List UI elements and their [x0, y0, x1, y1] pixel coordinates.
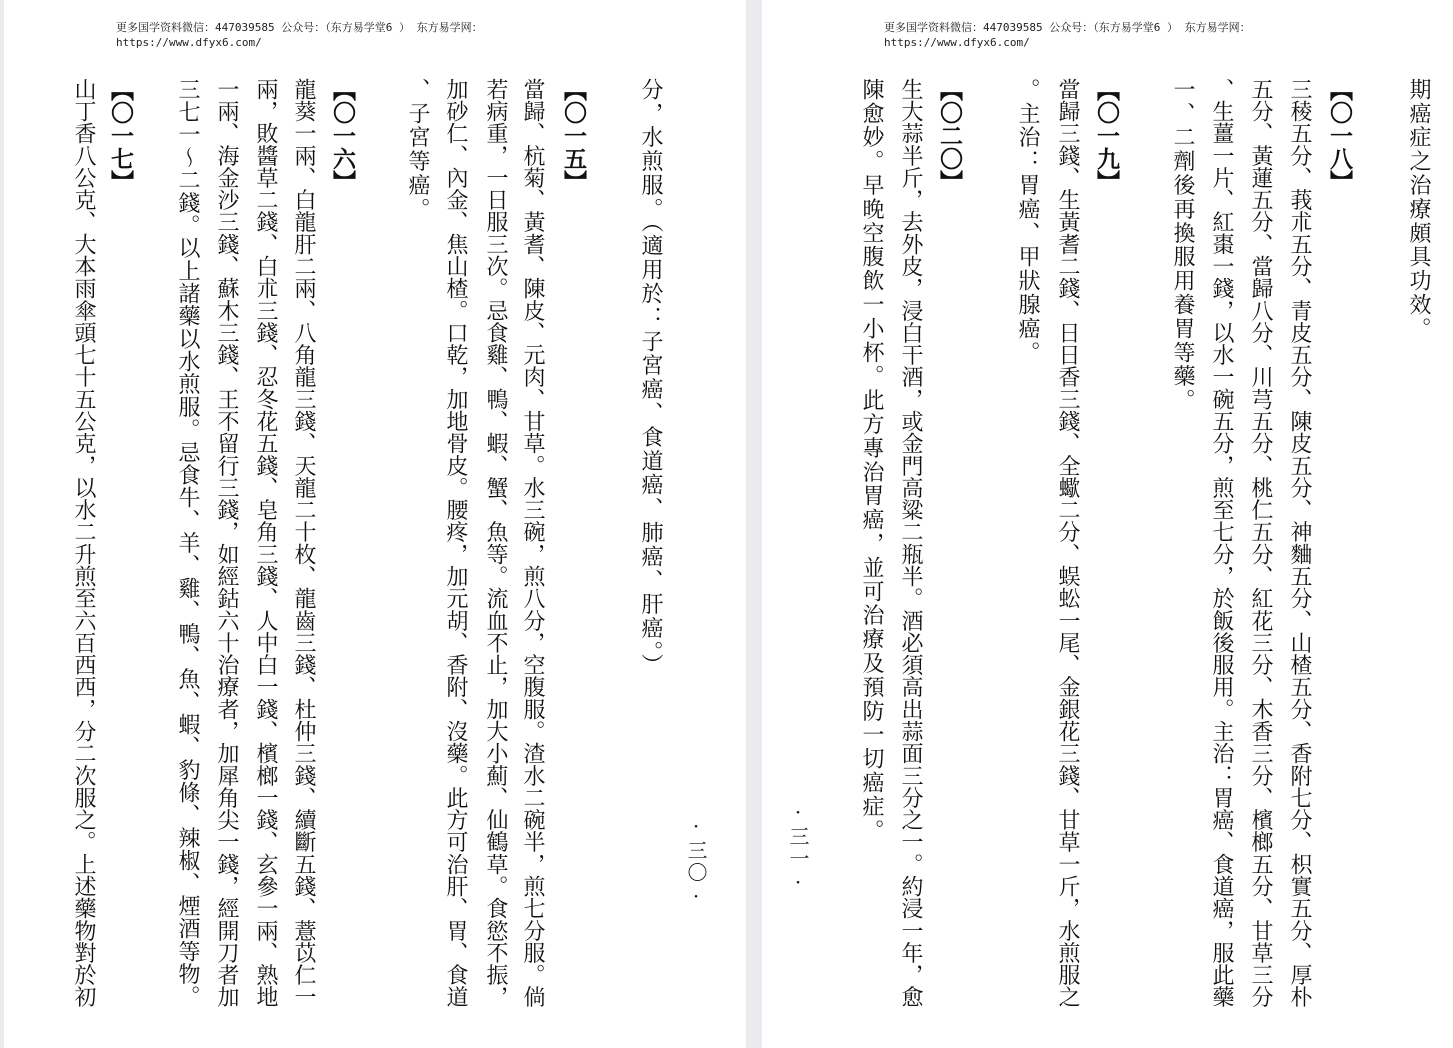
header-line1: 更多国学资料微信：447039585 公众号：（东方易学堂6 ） 东方易学网： — [884, 21, 1251, 34]
text-column: 一兩、海金沙三錢、蘇木三錢、王不留行三錢，如經鈷六十治療者，加犀角尖一錢，經開刀者加 — [214, 78, 239, 1008]
text-column: 三稜五分、莪朮五分、青皮五分、陳皮五分、神麯五分、山楂五分、香附七分、枳實五分、厚朴 — [1287, 78, 1312, 1008]
left-page — [4, 0, 746, 1048]
header-line2: https://www.dfyx6.com/ — [116, 36, 262, 49]
section-heading: 【〇一七】 — [107, 78, 134, 193]
text-column: 山丁香八公克、大本雨傘頭七十五公克，以水二升煎至六百西西，分二次服之。上述藥物對於初 — [71, 78, 96, 1008]
text-column: 、子宮等癌。 — [405, 78, 430, 222]
page-header — [884, 20, 1251, 50]
page-header — [116, 20, 483, 50]
text-column: 三七一～二錢。以上諸藥以水煎服。忌食牛、羊、雞、鴨、魚、蝦、豹條、辣椒、煙酒等物。 — [175, 78, 200, 1008]
text-column: 、生薑一片、紅棗一錢，以水一碗五分，煎至七分，於飯後服用。主治：胃癌、食道癌，服此藥 — [1209, 78, 1234, 1008]
page-gutter — [746, 0, 762, 1048]
text-column: 若病重，一日服三次。忌食雞、鴨、蝦、蟹、魚等。流血不止，加大小薊、仙鶴草。食慾不振， — [483, 78, 508, 1008]
section-heading: 【〇一五】 — [560, 78, 587, 193]
text-column: 當歸、杭菊、黃耆、陳皮、元肉、甘草。水三碗，煎八分，空腹服。渣水二碗半，煎七分服。倘 — [520, 78, 545, 1008]
text-column: 分，水煎服。（適用於：子宮癌、食道癌、肺癌、肝癌。） — [638, 78, 663, 678]
header-line2: https://www.dfyx6.com/ — [884, 36, 1030, 49]
section-heading: 【〇一六】 — [329, 78, 356, 193]
text-column: 五分、黃蓮五分、當歸八分、川芎五分、桃仁五分、紅花三分、木香三分、檳榔五分、甘草三分 — [1248, 78, 1273, 1008]
text-column: 加砂仁、內金、焦山楂。口乾，加地骨皮。腰疼，加元胡、香附、沒藥。此方可治肝、胃、食道 — [443, 78, 468, 1008]
text-column: 一、二劑後再換服用養胃等藥。 — [1170, 78, 1195, 413]
text-column: 生大蒜半斤，去外皮，浸白干酒，或金門高粱二瓶半。酒必須高出蒜面三分之一。約浸一年，愈 — [898, 78, 923, 1008]
text-column: 兩，敗醬草二錢、白朮三錢、忍冬花五錢、皂角三錢、人中白一錢、檳榔一錢、玄參一兩、熟地 — [253, 78, 278, 1008]
right-page — [762, 0, 1453, 1048]
section-heading: 【〇二〇】 — [936, 78, 963, 193]
text-column: 龍葵一兩、白龍肝二兩、八角龍三錢、天龍二十枚、龍齒三錢、杜仲三錢、續斷五錢、薏苡仁一 — [291, 78, 316, 1008]
text-column: 期癌症之治療頗具功效。 — [1406, 78, 1431, 341]
section-heading: 【〇一九】 — [1093, 78, 1120, 193]
page-number: ·三一· — [786, 800, 810, 896]
text-column: 當歸三錢、生黃耆二錢、日日香三錢、全蠍二分、蜈蚣一尾、金銀花三錢、甘草一斤，水煎服之 — [1055, 78, 1080, 1008]
text-column: 陳愈妙。早晚空腹飲一小杯。此方專治胃癌，並可治療及預防一切癌症。 — [859, 78, 884, 843]
text-column: 。主治：胃癌、甲狀腺癌。 — [1015, 78, 1040, 365]
page-number: ·三〇· — [684, 814, 708, 910]
section-heading: 【〇一八】 — [1326, 78, 1353, 193]
header-line1: 更多国学资料微信：447039585 公众号：（东方易学堂6 ） 东方易学网： — [116, 21, 483, 34]
